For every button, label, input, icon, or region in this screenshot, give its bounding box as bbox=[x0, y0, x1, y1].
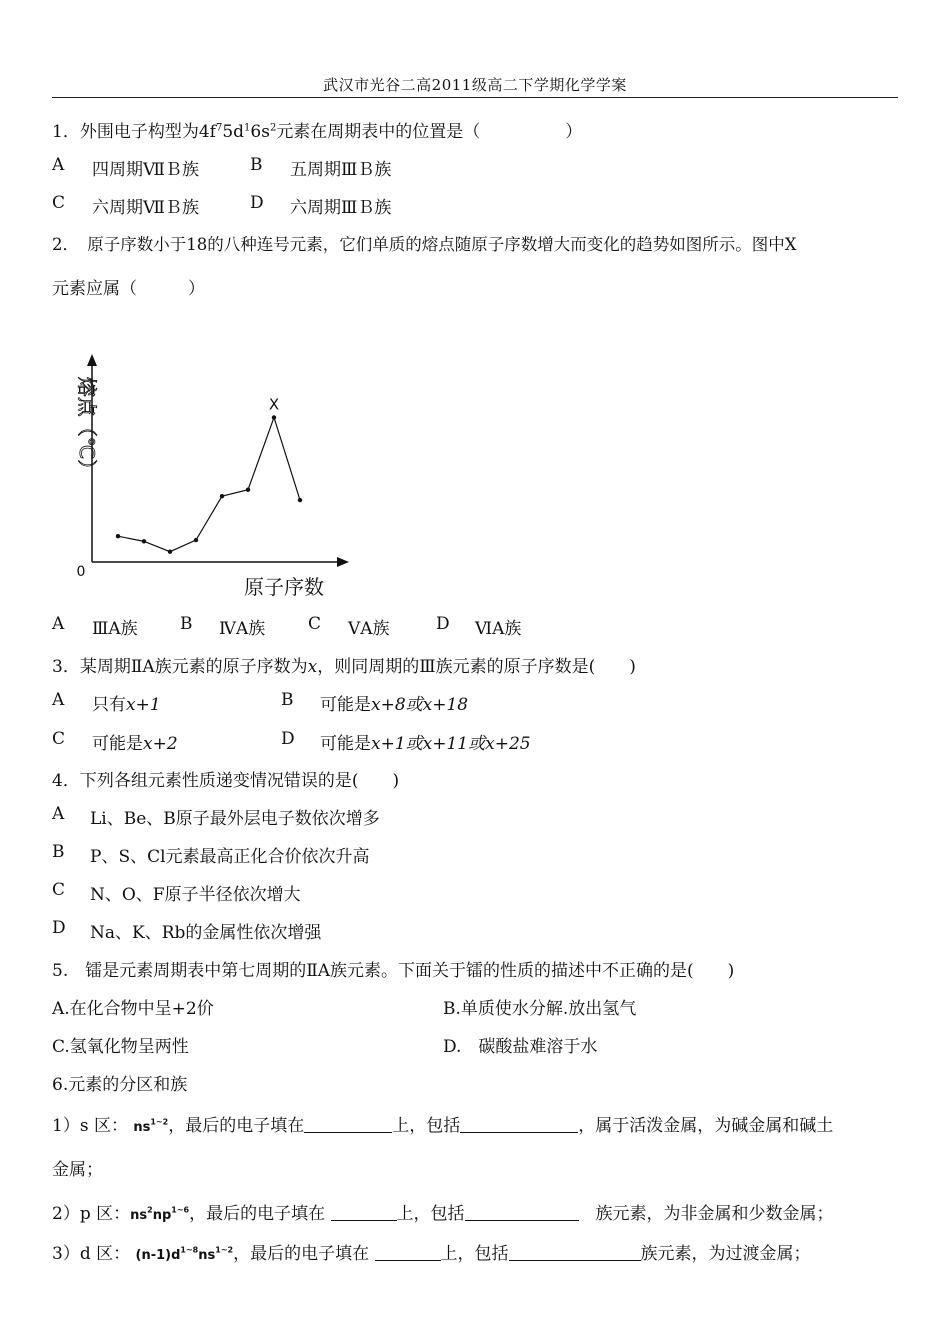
melting-point-chart bbox=[52, 340, 362, 605]
page-header: 武汉市光谷二高2011级高二下学期化学学案 bbox=[323, 76, 627, 94]
q2-option-d-letter: D bbox=[436, 614, 450, 634]
q4-option-c-letter: C bbox=[52, 880, 66, 900]
q2-stem-line2: 元素应属（ ） bbox=[52, 279, 205, 299]
q6-d-block: 3）d 区： $(n-1)d^{1\sim 8}ns^{1\sim 2}$，最后的电子填在 上，包括 族元素，为过渡金属； bbox=[52, 1244, 811, 1264]
q6-s-blank-orbital[interactable] bbox=[304, 1114, 392, 1133]
q4-option-a-letter: A bbox=[52, 804, 65, 824]
header-rule bbox=[52, 97, 898, 98]
data-point-5 bbox=[220, 494, 224, 498]
x-axis-arrow bbox=[337, 557, 349, 567]
q2-option-c: ⅤA族 bbox=[348, 619, 390, 639]
q3-option-a: 只有x+1 bbox=[92, 695, 161, 715]
x-axis-label: 原子序数 bbox=[244, 575, 324, 599]
q2-option-b: ⅣA族 bbox=[219, 619, 266, 639]
origin-label: 0 bbox=[76, 564, 86, 580]
q1-option-c: 六周期ⅦＢ族 bbox=[92, 198, 199, 218]
q4-option-c: N、O、F原子半径依次增大 bbox=[90, 885, 301, 905]
q2-stem-line1: 2． 原子序数小于18的八种连号元素，它们单质的熔点随原子序数增大而变化的趋势如图所示。图中X bbox=[52, 235, 797, 254]
q4-stem: 4．下列各组元素性质递变情况错误的是( ) bbox=[52, 771, 400, 791]
q2-option-d: ⅥA族 bbox=[475, 619, 522, 639]
q2-option-c-letter: C bbox=[308, 614, 322, 634]
y-axis-arrow bbox=[87, 354, 97, 366]
q3-stem: 3．某周期ⅡA族元素的原子序数为x，则同周期的Ⅲ族元素的原子序数是( ) bbox=[52, 657, 636, 677]
data-point-7 bbox=[272, 415, 276, 419]
q4-option-d-letter: D bbox=[52, 918, 66, 938]
q2-option-a: ⅢA族 bbox=[92, 619, 138, 639]
q1-option-c-letter: C bbox=[52, 193, 66, 213]
q1-stem: 1．外围电子构型为$4f^75d^16s^2$元素在周期表中的位置是（ ） bbox=[52, 122, 583, 142]
q6-s-continuation: 金属； bbox=[52, 1160, 103, 1180]
data-point-8 bbox=[298, 498, 302, 502]
q6-p-blank-orbital[interactable] bbox=[331, 1202, 397, 1221]
data-point-6 bbox=[246, 488, 250, 492]
q6-d-blank-orbital[interactable] bbox=[375, 1242, 441, 1261]
q4-option-d: Na、K、Rb的金属性依次增强 bbox=[90, 923, 322, 943]
series-line bbox=[118, 417, 300, 551]
q6-d-blank-groups[interactable] bbox=[509, 1242, 641, 1261]
q6-p-block: 2）p 区：$ns^2np^{1\sim 6}$，最后的电子填在 上，包括 族元素，为非金属和少数金属； bbox=[52, 1204, 834, 1224]
q3-option-b: 可能是x+8或x+18 bbox=[320, 695, 469, 715]
q3-option-d-letter: D bbox=[281, 729, 295, 749]
data-point-4 bbox=[194, 538, 198, 542]
q3-option-d: 可能是x+1或x+11或x+25 bbox=[320, 734, 531, 754]
q5-option-d: D. 碳酸盐难溶于水 bbox=[443, 1037, 598, 1057]
q4-option-b: P、S、Cl元素最高正化合价依次升高 bbox=[90, 847, 370, 867]
q6-p-blank-groups[interactable] bbox=[465, 1202, 579, 1221]
data-point-3 bbox=[168, 549, 172, 553]
data-point-1 bbox=[116, 534, 120, 538]
q1-option-a: 四周期ⅦＢ族 bbox=[92, 160, 199, 180]
q4-option-b-letter: B bbox=[52, 842, 65, 862]
q5-stem: 5. 镭是元素周期表中第七周期的ⅡA族元素。下面关于镭的性质的描述中不正确的是( ) bbox=[52, 961, 735, 981]
q5-option-b: B.单质使水分解.放出氢气 bbox=[443, 999, 637, 1019]
q3-option-c: 可能是x+2 bbox=[92, 734, 178, 754]
q1-option-d-letter: D bbox=[250, 193, 264, 213]
q1-option-b: 五周期ⅢＢ族 bbox=[290, 160, 392, 180]
q3-option-a-letter: A bbox=[52, 690, 65, 710]
q4-option-a: Li、Be、B原子最外层电子数依次增多 bbox=[90, 809, 380, 829]
q5-option-c: C.氢氧化物呈两性 bbox=[52, 1037, 189, 1057]
q2-option-a-letter: A bbox=[52, 614, 65, 634]
q1-option-a-letter: A bbox=[52, 155, 65, 175]
q5-option-a: A.在化合物中呈+2价 bbox=[52, 999, 214, 1019]
q3-option-c-letter: C bbox=[52, 729, 66, 749]
q6-s-blank-groups[interactable] bbox=[460, 1114, 578, 1133]
q6-title: 6.元素的分区和族 bbox=[52, 1075, 188, 1095]
y-axis-label: 熔点（℃） bbox=[75, 376, 99, 480]
q1-option-b-letter: B bbox=[250, 155, 263, 175]
q6-s-block: 1）s 区： $ns^{1\sim 2}$，最后的电子填在 上，包括 ，属于活泼金属，为碱金属和碱土 bbox=[52, 1116, 834, 1136]
point-label-x: X bbox=[268, 395, 280, 414]
q3-option-b-letter: B bbox=[281, 690, 294, 710]
q1-option-d: 六周期ⅢＢ族 bbox=[290, 198, 392, 218]
q2-option-b-letter: B bbox=[180, 614, 193, 634]
data-point-2 bbox=[142, 539, 146, 543]
